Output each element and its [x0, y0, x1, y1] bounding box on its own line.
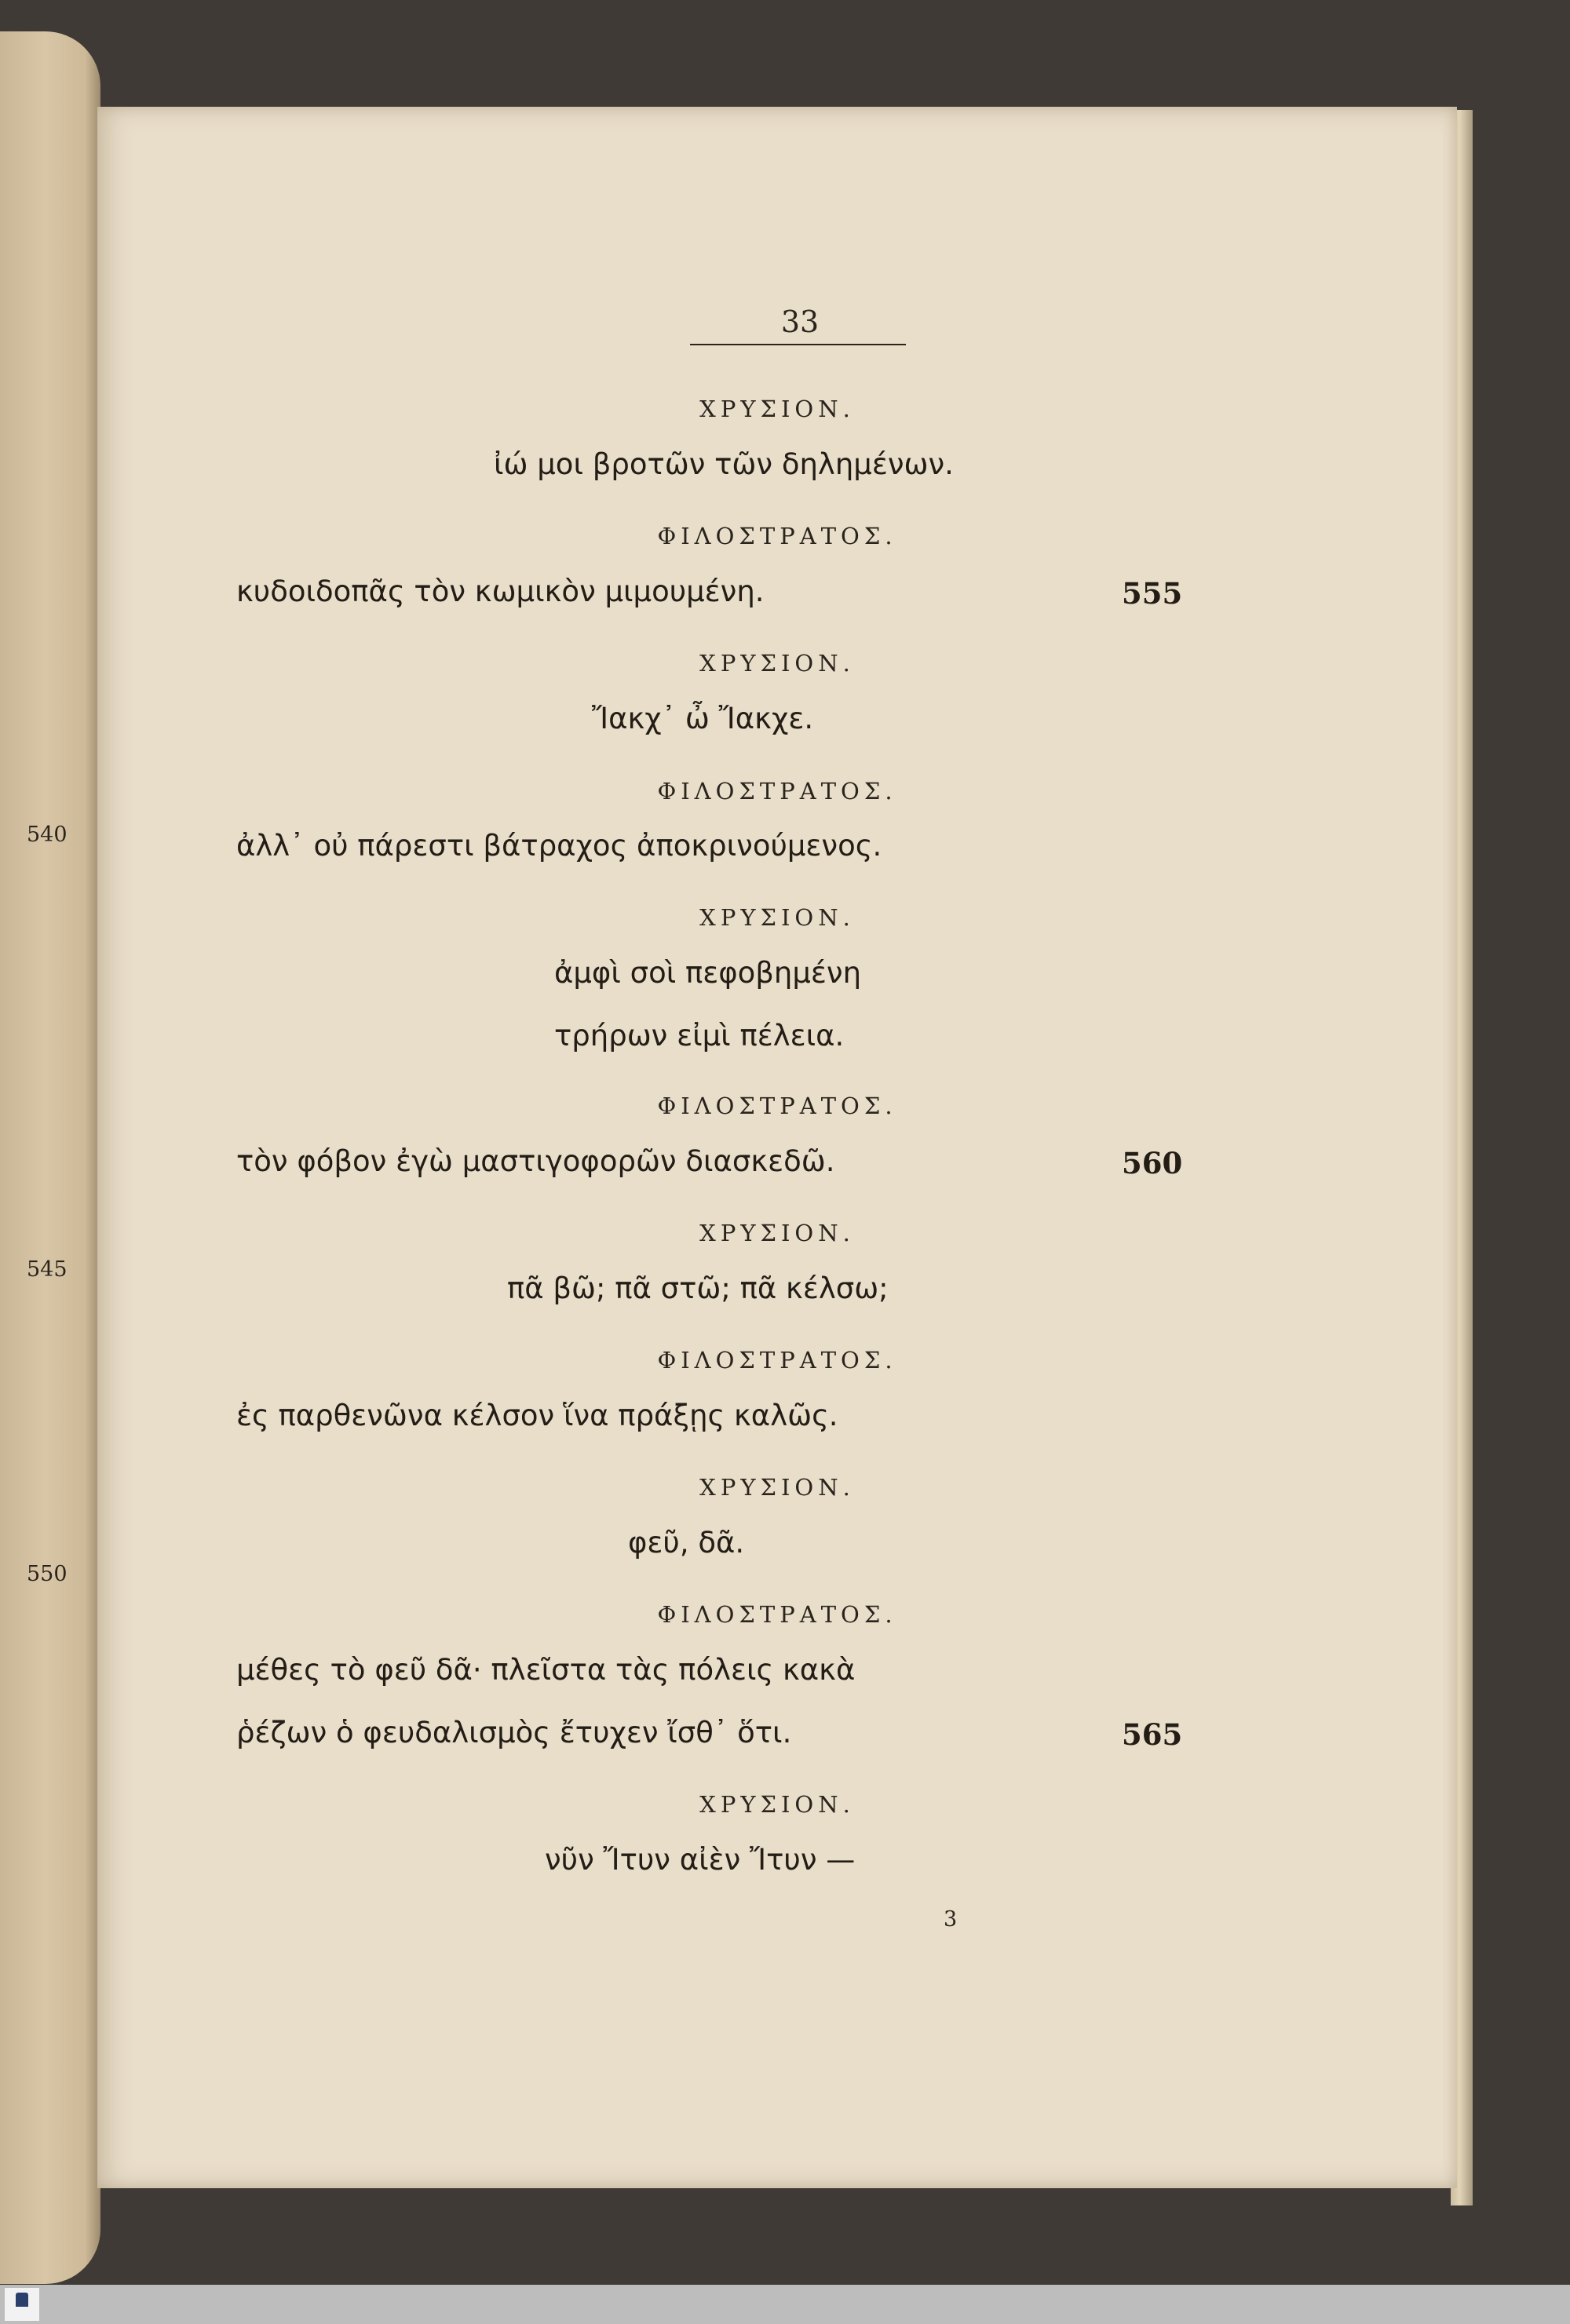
verse-line: ἀλλ᾽ οὐ πάρεστι βάτραχος ἀποκρινούμενος.: [236, 829, 882, 863]
line-number: 560: [1122, 1146, 1183, 1180]
verse-line: φεῦ, δᾶ.: [628, 1526, 745, 1560]
speaker-label: ΧΡΥΣΙΟΝ.: [699, 650, 855, 677]
speaker-label: ΧΡΥΣΙΟΝ.: [699, 1220, 855, 1246]
speaker-label: ΦΙΛΟΣΤΡΑΤΟΣ.: [657, 1093, 897, 1119]
speaker-label: ΧΡΥΣΙΟΝ.: [699, 1474, 855, 1501]
speaker-label: ΦΙΛΟΣΤΡΑΤΟΣ.: [657, 778, 897, 804]
verse-line: ἐς παρθενῶνα κέλσον ἵνα πράξῃς καλῶς.: [236, 1399, 838, 1432]
verse-line: κυδοιδοπᾶς τὸν κωμικὸν μιμουμένη.: [236, 575, 765, 608]
book-page: [97, 107, 1457, 2188]
line-number: 565: [1122, 1717, 1183, 1752]
verse-line: τρήρων εἰμὶ πέλεια.: [554, 1019, 845, 1053]
page-number: 33: [780, 305, 820, 339]
margin-line-number: 540: [27, 823, 68, 847]
viewer-footer-bar: [0, 2285, 1570, 2324]
verse-line: ἀμφὶ σοὶ πεφοβημένη: [554, 956, 862, 990]
library-logo: [5, 2288, 39, 2321]
verse-line: ἰώ μοι βροτῶν τῶν δηλημένων.: [494, 447, 954, 481]
left-page-edge: [0, 31, 100, 2284]
speaker-label: ΧΡΥΣΙΟΝ.: [699, 396, 855, 422]
library-logo-icon: [16, 2293, 28, 2307]
speaker-label: ΧΡΥΣΙΟΝ.: [699, 1791, 855, 1818]
signature-mark: 3: [944, 1907, 958, 1932]
verse-line: πᾶ βῶ; πᾶ στῶ; πᾶ κέλσω;: [507, 1271, 889, 1305]
header-rule: [690, 344, 906, 345]
speaker-label: ΦΙΛΟΣΤΡΑΤΟΣ.: [657, 1601, 897, 1628]
verse-line: Ἴακχ᾽ ὦ Ἴακχε.: [592, 702, 814, 735]
margin-line-number: 550: [27, 1562, 68, 1586]
speaker-label: ΧΡΥΣΙΟΝ.: [699, 904, 855, 931]
speaker-label: ΦΙΛΟΣΤΡΑΤΟΣ.: [657, 523, 897, 549]
verse-line: μέθες τὸ φεῦ δᾶ· πλεῖστα τὰς πόλεις κακὰ: [236, 1653, 856, 1687]
verse-line: τὸν φόβον ἐγὼ μαστιγοφορῶν διασκεδῶ.: [236, 1144, 835, 1178]
margin-line-number: 545: [27, 1257, 68, 1282]
verse-line: νῦν Ἴτυν αἰὲν Ἴτυν —: [545, 1843, 856, 1877]
speaker-label: ΦΙΛΟΣΤΡΑΤΟΣ.: [657, 1347, 897, 1374]
line-number: 555: [1122, 576, 1183, 611]
verse-line: ῥέζων ὁ φευδαλισμὸς ἔτυχεν ἴσθ᾽ ὅτι.: [236, 1716, 792, 1749]
